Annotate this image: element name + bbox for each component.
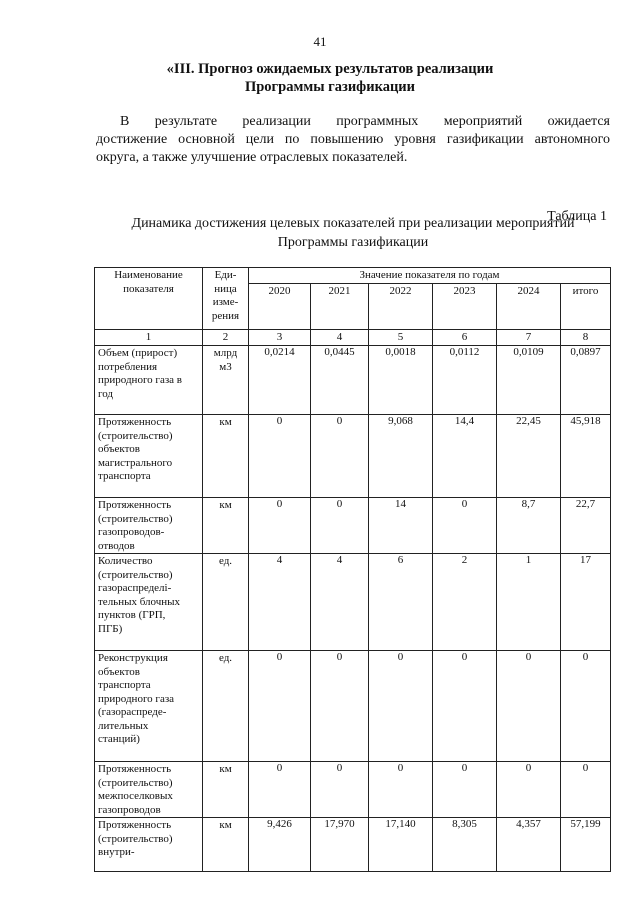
year-value-cell: 8,7 bbox=[497, 498, 561, 554]
unit-cell bbox=[203, 818, 249, 872]
intro-line-1: В результате реализации программных мероприятий ожидается bbox=[120, 114, 610, 129]
indicator-name-cell bbox=[95, 818, 203, 872]
indicator-name-line: газораспределі- bbox=[98, 582, 172, 594]
indicator-name-line: потребления bbox=[98, 360, 158, 373]
indicators-table bbox=[94, 267, 611, 872]
indicator-name-line: станций) bbox=[98, 733, 140, 745]
indicator-name-cell bbox=[95, 554, 203, 651]
intro-paragraph bbox=[96, 113, 610, 167]
header-year: 2021 bbox=[311, 284, 369, 330]
indicator-name-line: (строительство) bbox=[98, 512, 173, 525]
indicator-name-line: (строительство) bbox=[98, 832, 173, 845]
year-value-cell: 0 bbox=[497, 651, 561, 762]
unit-line: км bbox=[219, 416, 232, 428]
year-value-cell: 0 bbox=[249, 415, 311, 498]
indicator-name-line: объектов bbox=[98, 443, 140, 455]
column-number: 5 bbox=[369, 330, 433, 346]
indicator-name-line: Протяженность bbox=[98, 819, 172, 831]
indicator-name-line: транспорта bbox=[98, 679, 151, 691]
indicator-name-line: внутри- bbox=[98, 846, 135, 858]
year-value-cell: 14,4 bbox=[433, 415, 497, 498]
indicator-name-cell bbox=[95, 498, 203, 554]
header-unit-line: Еди- bbox=[214, 269, 237, 281]
table-row bbox=[95, 498, 611, 554]
header-unit-line: ница bbox=[214, 282, 237, 295]
table-caption-line-1: Динамика достижения целевых показателей при реализации мероприятий bbox=[131, 216, 575, 231]
column-number: 7 bbox=[497, 330, 561, 346]
year-value-cell: 0 bbox=[249, 651, 311, 762]
year-value-cell: 17,970 bbox=[311, 818, 369, 872]
year-value-cell: 17,140 bbox=[369, 818, 433, 872]
indicator-name-cell bbox=[95, 415, 203, 498]
year-value-cell: 0 bbox=[433, 498, 497, 554]
table-body bbox=[95, 346, 611, 872]
year-value-cell: 0 bbox=[311, 498, 369, 554]
year-value-cell: 22,45 bbox=[497, 415, 561, 498]
year-value-cell: 0 bbox=[311, 415, 369, 498]
column-number: 6 bbox=[433, 330, 497, 346]
intro-line-2: достижение основной цели по повышению уровня газификации автономного bbox=[96, 132, 610, 147]
unit-line: ед. bbox=[218, 652, 233, 664]
indicator-name-line: (строительство) bbox=[98, 776, 173, 789]
total-value-cell: 22,7 bbox=[561, 498, 611, 554]
indicator-name-line: газопроводов- bbox=[98, 526, 165, 538]
section-heading-line-2: Программы газификации bbox=[244, 79, 416, 95]
table-row bbox=[95, 818, 611, 872]
unit-line: км bbox=[219, 819, 232, 831]
header-year: 2022 bbox=[369, 284, 433, 330]
table-row bbox=[95, 554, 611, 651]
table-label: Таблица 1 bbox=[547, 209, 607, 224]
year-value-cell: 4 bbox=[249, 554, 311, 651]
year-value-cell: 0,0109 bbox=[497, 346, 561, 415]
unit-line: км bbox=[219, 763, 232, 775]
intro-line-3: округа, а также улучшение отраслевых показателей. bbox=[96, 150, 408, 165]
header-unit-line: изме- bbox=[212, 296, 239, 308]
indicator-name-line: Протяженность bbox=[98, 499, 172, 511]
indicator-name-line: Объем (прирост) bbox=[98, 347, 178, 359]
indicator-name-line: объектов bbox=[98, 665, 140, 678]
year-value-cell: 4 bbox=[311, 554, 369, 651]
indicator-name-line: тельных блочных bbox=[98, 595, 181, 608]
column-number: 3 bbox=[249, 330, 311, 346]
column-number: 1 bbox=[95, 330, 203, 346]
indicator-name-line: природного газа в bbox=[98, 374, 182, 386]
indicator-name-line: (строительство) bbox=[98, 429, 173, 442]
table-caption bbox=[96, 214, 610, 252]
unit-cell bbox=[203, 554, 249, 651]
indicator-name-cell bbox=[95, 762, 203, 818]
total-value-cell: 17 bbox=[561, 554, 611, 651]
year-value-cell: 4,357 bbox=[497, 818, 561, 872]
table-row bbox=[95, 762, 611, 818]
indicator-name-line: пунктов (ГРП, bbox=[98, 609, 166, 621]
year-value-cell: 1 bbox=[497, 554, 561, 651]
column-number: 8 bbox=[561, 330, 611, 346]
section-heading bbox=[0, 60, 640, 96]
unit-cell bbox=[203, 498, 249, 554]
total-value-cell: 0 bbox=[561, 762, 611, 818]
indicator-name-line: лительных bbox=[98, 719, 149, 732]
total-value-cell: 0 bbox=[561, 651, 611, 762]
year-value-cell: 0,0445 bbox=[311, 346, 369, 415]
table-caption-line-2: Программы газификации bbox=[277, 235, 429, 250]
year-value-cell: 0 bbox=[369, 762, 433, 818]
indicator-name-cell bbox=[95, 346, 203, 415]
header-year: 2023 bbox=[433, 284, 497, 330]
year-value-cell: 14 bbox=[369, 498, 433, 554]
total-value-cell: 45,918 bbox=[561, 415, 611, 498]
indicator-name-line: отводов bbox=[98, 539, 135, 552]
header-total: итого bbox=[561, 284, 611, 330]
table-row bbox=[95, 415, 611, 498]
header-indicator-name: Наименование показателя bbox=[95, 268, 203, 330]
table-header bbox=[95, 268, 611, 346]
header-unit bbox=[203, 268, 249, 330]
total-value-cell: 0,0897 bbox=[561, 346, 611, 415]
header-unit-line: рения bbox=[211, 309, 240, 322]
year-value-cell: 0 bbox=[369, 651, 433, 762]
indicator-name-line: природного газа bbox=[98, 692, 175, 705]
year-value-cell: 8,305 bbox=[433, 818, 497, 872]
year-value-cell: 0,0214 bbox=[249, 346, 311, 415]
unit-cell bbox=[203, 346, 249, 415]
indicator-name-line: межпоселковых bbox=[98, 790, 173, 802]
indicator-name-line: Количество bbox=[98, 555, 153, 567]
year-value-cell: 0 bbox=[433, 651, 497, 762]
unit-line: м3 bbox=[219, 360, 232, 373]
year-value-cell: 0 bbox=[433, 762, 497, 818]
table-row bbox=[95, 346, 611, 415]
year-value-cell: 0 bbox=[311, 651, 369, 762]
indicator-name-line: Протяженность bbox=[98, 763, 172, 775]
year-value-cell: 9,426 bbox=[249, 818, 311, 872]
year-value-cell: 0 bbox=[249, 762, 311, 818]
year-value-cell: 0 bbox=[497, 762, 561, 818]
unit-cell bbox=[203, 415, 249, 498]
unit-line: ед. bbox=[218, 555, 233, 567]
indicator-name-line: транспорта bbox=[98, 470, 151, 482]
year-value-cell: 0,0112 bbox=[433, 346, 497, 415]
year-value-cell: 0,0018 bbox=[369, 346, 433, 415]
indicator-name-line: газопроводов bbox=[98, 803, 161, 816]
unit-line: млрд bbox=[213, 347, 238, 359]
header-year: 2020 bbox=[249, 284, 311, 330]
indicator-name-line: (газораспреде- bbox=[98, 706, 167, 718]
table-row bbox=[95, 651, 611, 762]
column-number: 2 bbox=[203, 330, 249, 346]
header-values-by-year: Значение показателя по годам bbox=[249, 268, 611, 284]
header-year: 2024 bbox=[497, 284, 561, 330]
unit-line: км bbox=[219, 499, 232, 511]
total-value-cell: 57,199 bbox=[561, 818, 611, 872]
indicator-name-line: год bbox=[98, 387, 114, 400]
year-value-cell: 0 bbox=[249, 498, 311, 554]
section-heading-line-1: «III. Прогноз ожидаемых результатов реализации bbox=[166, 61, 494, 77]
indicator-name-line: (строительство) bbox=[98, 568, 173, 581]
unit-cell bbox=[203, 651, 249, 762]
indicator-name-line: Протяженность bbox=[98, 416, 172, 428]
indicator-name-line: Реконструкция bbox=[98, 652, 168, 664]
year-value-cell: 2 bbox=[433, 554, 497, 651]
year-value-cell: 6 bbox=[369, 554, 433, 651]
unit-cell bbox=[203, 762, 249, 818]
indicator-name-cell bbox=[95, 651, 203, 762]
column-number: 4 bbox=[311, 330, 369, 346]
year-value-cell: 9,068 bbox=[369, 415, 433, 498]
page-number: 41 bbox=[313, 34, 327, 49]
indicator-name-line: магистрального bbox=[98, 456, 173, 469]
indicator-name-line: ПГБ) bbox=[98, 622, 123, 635]
year-value-cell: 0 bbox=[311, 762, 369, 818]
